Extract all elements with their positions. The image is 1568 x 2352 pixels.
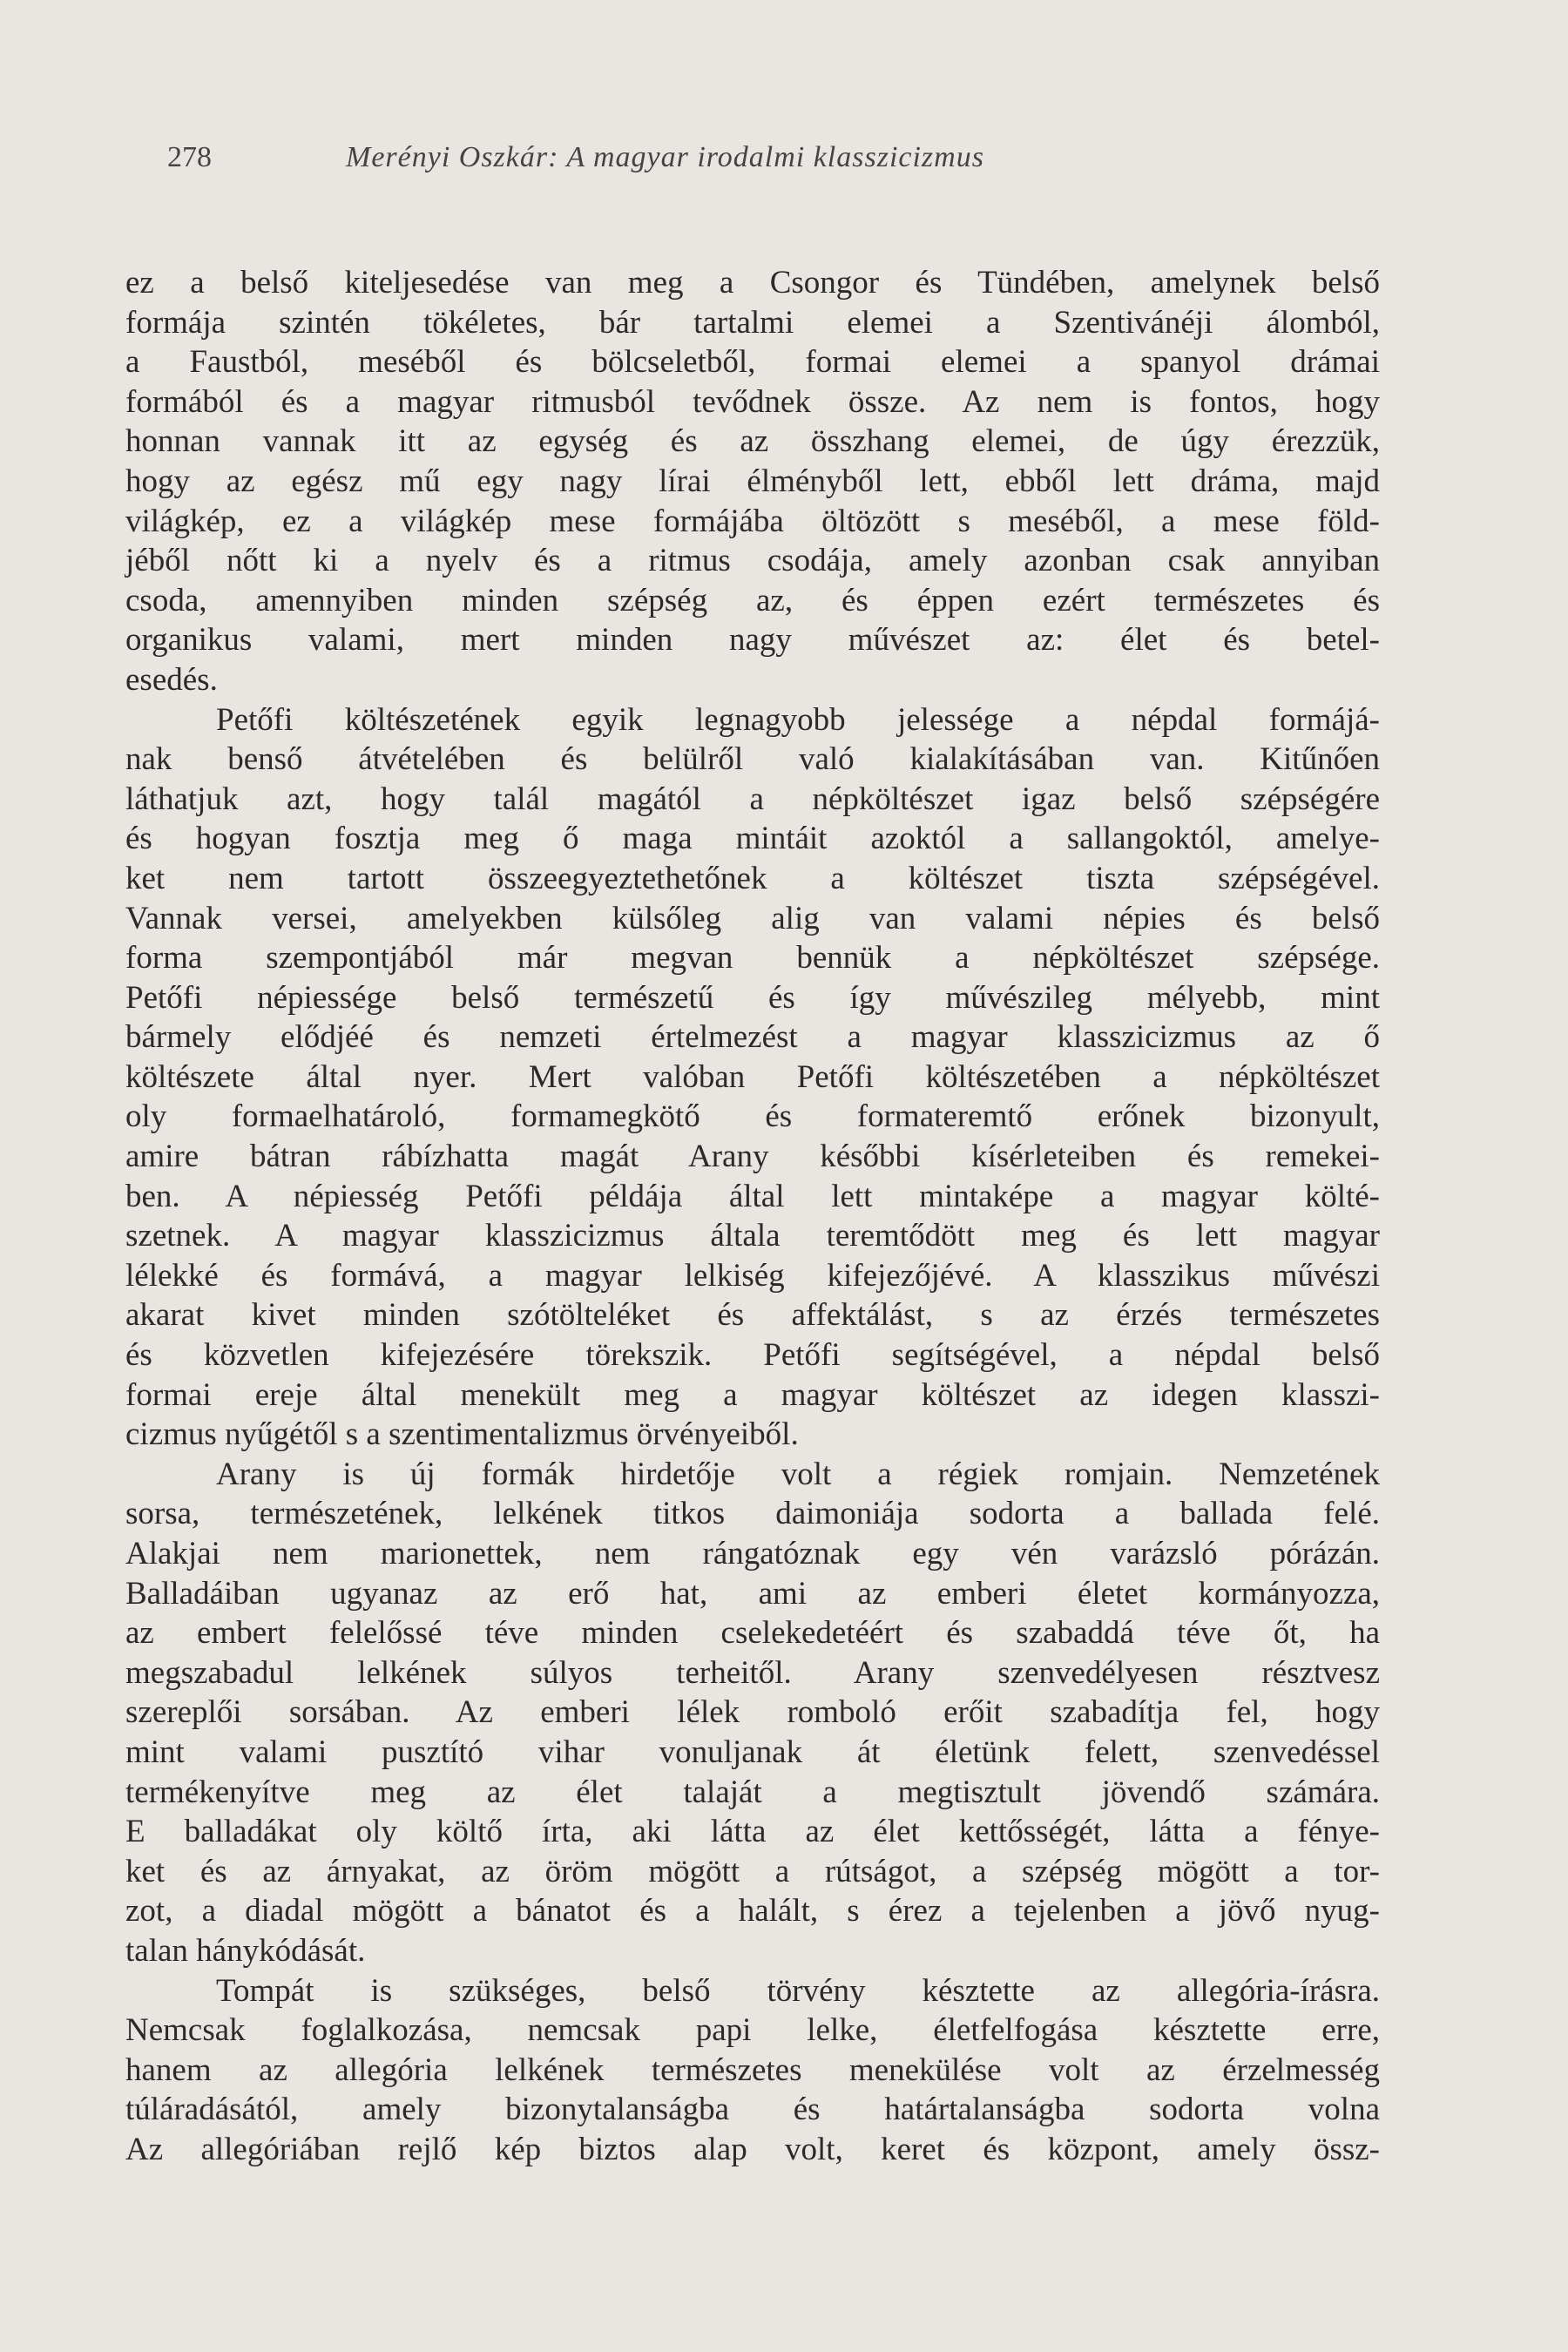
- text-line: hanem az allegória lelkének természetes menekülése volt az érzelmesség: [125, 2051, 1380, 2088]
- text-line: bármely elődjéé és nemzeti értelmezést a magyar klasszicizmus az ő: [125, 1019, 1380, 1056]
- text-line: amire bátran rábízhatta magát Arany későbbi kísérleteiben és remekei-: [125, 1139, 1380, 1175]
- text-line: Vannak versei, amelyekben külsőleg alig van valami népies és belső: [125, 900, 1380, 936]
- page-number: 278: [167, 141, 212, 173]
- text-line: Petőfi költészetének egyik legnagyobb jelessége a népdal formájá-: [216, 701, 1380, 738]
- text-line: E balladákat oly költő írta, aki látta az élet kettősségét, látta a fénye-: [125, 1814, 1380, 1850]
- text-line: Nemcsak foglalkozása, nemcsak papi lelke, életfelfogása késztette erre,: [125, 2012, 1380, 2049]
- text-line: láthatjuk azt, hogy talál magától a népköltészet igaz belső szépségére: [125, 781, 1380, 817]
- text-line: nak benső átvételében és belülről való kialakításában van. Kitűnően: [125, 741, 1380, 778]
- text-line: ez a belső kiteljesedése van meg a Csongor és Tündében, amelynek belső: [125, 265, 1380, 301]
- text-line: forma szempontjából már megvan bennük a népköltészet szépsége.: [125, 940, 1380, 977]
- text-line: formából és a magyar ritmusból tevődnek össze. Az nem is fontos, hogy: [125, 383, 1380, 420]
- text-line: a Faustból, meséből és bölcseletből, formai elemei a spanyol drámai: [125, 344, 1380, 381]
- text-line: akarat kivet minden szótölteléket és affektálást, s az érzés természetes: [125, 1297, 1380, 1334]
- text-line: jéből nőtt ki a nyelv és a ritmus csodája, amely azonban csak annyiban: [125, 543, 1380, 579]
- text-line: ket nem tartott összeegyeztethetőnek a költészet tiszta szépségével.: [125, 860, 1380, 896]
- text-line: hogy az egész mű egy nagy lírai élményből lett, ebből lett dráma, majd: [125, 463, 1380, 499]
- text-line: zot, a diadal mögött a bánatot és a halált, s érez a tejelenben a jövő nyug-: [125, 1893, 1380, 1930]
- text-line: termékenyítve meg az élet talaját a megtisztult jövendő számára.: [125, 1774, 1380, 1810]
- text-line: lélekké és formává, a magyar lelkiség kifejezőjévé. A klasszikus művészi: [125, 1257, 1380, 1294]
- body-text: [125, 263, 1380, 2170]
- text-line: honnan vannak itt az egység és az összhang elemei, de úgy érezzük,: [125, 423, 1380, 460]
- text-line: Tompát is szükséges, belső törvény késztette az allegória-írásra.: [216, 1972, 1380, 2009]
- text-line: az embert felelőssé téve minden cselekedetéért és szabaddá téve őt, ha: [125, 1615, 1380, 1652]
- text-line: mint valami pusztító vihar vonuljanak át életünk felett, szenvedéssel: [125, 1734, 1380, 1770]
- text-line: és közvetlen kifejezésére törekszik. Petőfi segítségével, a népdal belső: [125, 1337, 1380, 1374]
- text-line: Balladáiban ugyanaz az erő hat, ami az emberi életet kormányozza,: [125, 1575, 1380, 1612]
- text-line: csoda, amennyiben minden szépség az, és éppen ezért természetes és: [125, 582, 1380, 618]
- text-line: világkép, ez a világkép mese formájába öltözött s meséből, a mese föld-: [125, 503, 1380, 539]
- running-title: Merényi Oszkár: A magyar irodalmi klasszicizmus: [346, 141, 984, 173]
- text-line: Alakjai nem marionettek, nem rángatóznak egy vén varázsló pórázán.: [125, 1536, 1380, 1571]
- text-line: formai ereje által menekült meg a magyar költészet az idegen klasszi-: [125, 1376, 1380, 1413]
- text-line: Arany is új formák hirdetője volt a régiek romjain. Nemzetének: [216, 1456, 1380, 1492]
- text-line: szereplői sorsában. Az emberi lélek romboló erőit szabadítja fel, hogy: [125, 1694, 1380, 1731]
- text-line: oly formaelhatároló, formamegkötő és formateremtő erőnek bizonyult,: [125, 1098, 1380, 1135]
- text-line: ket és az árnyakat, az öröm mögött a rútságot, a szépség mögött a tor-: [125, 1853, 1380, 1889]
- text-line: Az allegóriában rejlő kép biztos alap volt, keret és központ, amely össz-: [125, 2131, 1380, 2167]
- text-line: formája szintén tökéletes, bár tartalmi elemei a Szentivánéji álomból,: [125, 304, 1380, 341]
- text-line: cizmus nyűgétől s a szentimentalizmus örvényeiből.: [125, 1416, 799, 1453]
- text-line: esedés.: [125, 661, 218, 698]
- text-line: szetnek. A magyar klasszicizmus általa teremtődött meg és lett magyar: [125, 1218, 1380, 1254]
- text-line: talan hánykódását.: [125, 1932, 366, 1969]
- text-line: sorsa, természetének, lelkének titkos daimoniája sodorta a ballada felé.: [125, 1496, 1380, 1532]
- text-line: túláradásától, amely bizonytalanságba és határtalanságba sodorta volna: [125, 2092, 1380, 2128]
- text-line: megszabadul lelkének súlyos terheitől. Arany szenvedélyesen résztvesz: [125, 1654, 1380, 1691]
- text-line: Petőfi népiessége belső természetű és így művészileg mélyebb, mint: [125, 979, 1380, 1016]
- text-line: költészete által nyer. Mert valóban Petőfi költészetében a népköltészet: [125, 1058, 1380, 1095]
- text-line: organikus valami, mert minden nagy művészet az: élet és betel-: [125, 622, 1380, 659]
- text-line: ben. A népiesség Petőfi példája által lett mintaképe a magyar költé-: [125, 1178, 1380, 1214]
- page-header: [167, 141, 1387, 185]
- text-line: és hogyan fosztja meg ő maga mintáit azoktól a sallangoktól, amelye-: [125, 821, 1380, 857]
